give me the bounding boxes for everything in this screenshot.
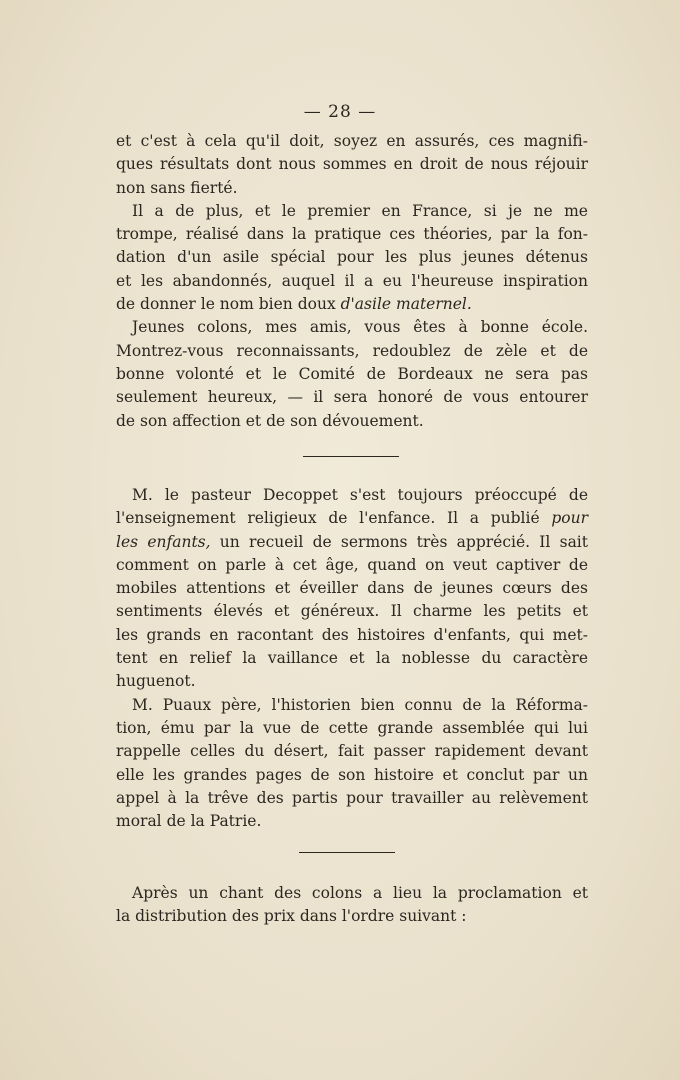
text-line: Montrez-vous reconnaissants, redoublez de zèle et de (116, 341, 588, 360)
text-line: les grands en racontant des histoires d'enfants, qui met- (116, 625, 588, 644)
text-line (116, 293, 588, 316)
section-2 (116, 484, 588, 833)
italic-text: les enfants, (116, 532, 211, 551)
section-divider (303, 456, 399, 457)
text-line: mobiles attentions et éveiller dans de jeunes cœurs des (116, 579, 588, 598)
text-line: comment on parle à cet âge, quand on veut captiver de (116, 555, 588, 574)
text-line: moral de la Patrie. (116, 812, 262, 831)
text-line: ques résultats dont nous sommes en droit de nous réjouir (116, 155, 588, 174)
text-line: non sans fierté. (116, 178, 238, 197)
text-line: et les abandonnés, auquel il a eu l'heureuse inspiration (116, 271, 588, 290)
text-line: appel à la trêve des partis pour travailler au relèvement (116, 788, 588, 807)
text-line: elle les grandes pages de son histoire et conclut par un (116, 765, 588, 784)
text-line: Il a de plus, et le premier en France, si je ne me (132, 201, 588, 220)
text-line: et c'est à cela qu'il doit, soyez en assurés, ces magnifi- (116, 132, 588, 150)
text-segment: un recueil de sermons très apprécié. Il sait (210, 532, 588, 551)
text-line: huguenot. (116, 672, 196, 691)
section-divider (299, 852, 395, 853)
text-line: de son affection et de son dévouement. (116, 411, 424, 430)
text-line: dation d'un asile spécial pour les plus jeunes détenus (116, 248, 588, 267)
text-line: tion, ému par la vue de cette grande assemblée qui lui (116, 718, 588, 737)
text-line: trompe, réalisé dans la pratique ces théories, par la fon- (116, 225, 588, 244)
text-line: tent en relief la vaillance et la noblesse du caractère (116, 649, 588, 668)
italic-text: d'asile maternel. (340, 295, 472, 314)
italic-text: pour (551, 509, 588, 528)
section-1 (116, 130, 588, 433)
text-segment: de donner le nom bien doux (116, 295, 341, 314)
text-line: M. le pasteur Decoppet s'est toujours préoccupé de (132, 486, 588, 504)
text-line: M. Puaux père, l'historien bien connu de la Réforma- (132, 695, 588, 714)
text-line: Après un chant des colons a lieu la proclamation et (132, 884, 588, 902)
page-number: — 28 — (303, 102, 377, 122)
text-line: rappelle celles du désert, fait passer rapidement devant (116, 742, 588, 761)
text-line (116, 531, 588, 554)
text-segment: l'enseignement religieux de l'enfance. Il a publié (116, 509, 552, 528)
text-line: sentiments élevés et généreux. Il charme les petits et (116, 602, 588, 621)
text-line: Jeunes colons, mes amis, vous êtes à bonne école. (132, 318, 588, 337)
text-line: bonne volonté et le Comité de Bordeaux ne sera pas (116, 364, 588, 383)
section-3 (116, 882, 588, 929)
text-line (116, 507, 588, 530)
text-line: seulement heureux, — il sera honoré de vous entourer (116, 388, 588, 407)
text-line: la distribution des prix dans l'ordre suivant : (116, 907, 467, 926)
